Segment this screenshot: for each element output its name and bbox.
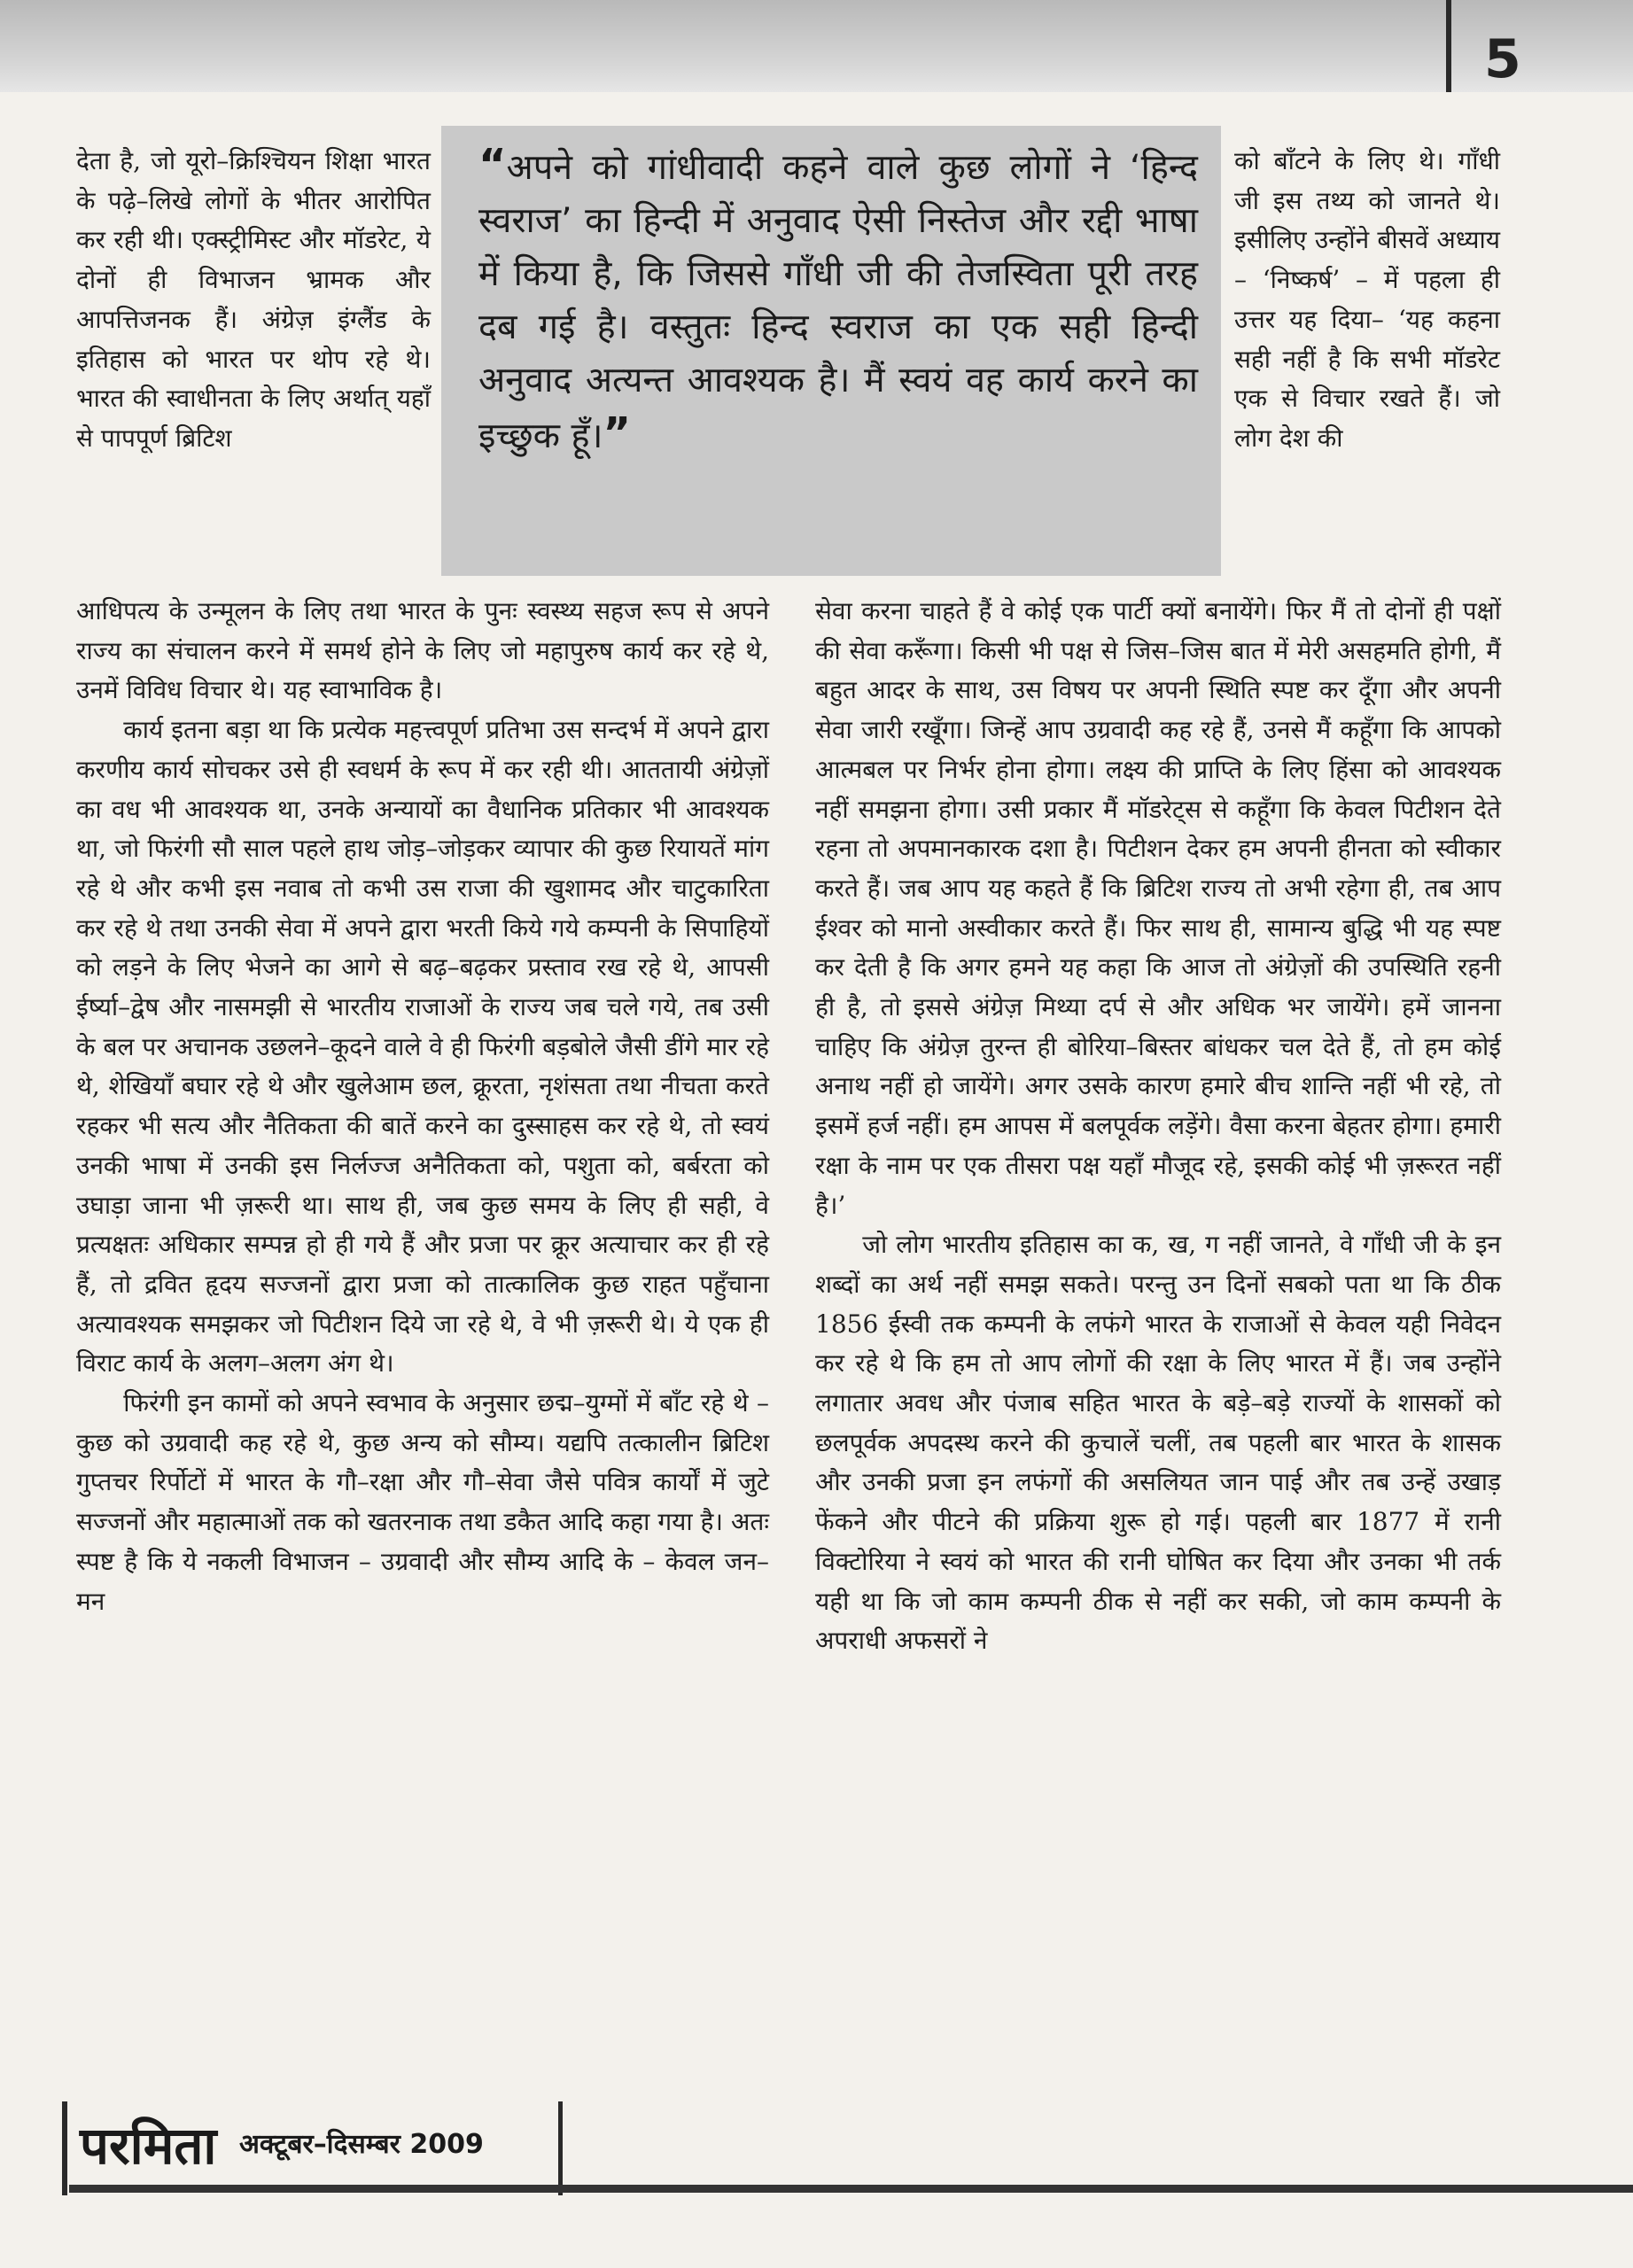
right-top-paragraph: को बाँटने के लिए थे। गाँधी जी इस तथ्य को जानते थे। इसीलिए उन्होंने बीसवें अध्याय – ‘निष्कर्ष’ – में पहला ही उत्तर यह दिया– ‘यह कहना सही नहीं है कि सभी मॉडरेट एक से विचार रखते हैं। जो लोग देश की	[1234, 146, 1500, 453]
pull-quote-text: अपने को गांधीवादी कहने वाले कुछ लोगों ने ‘हिन्द स्वराज’ का हिन्दी में अनुवाद ऐसी निस्तेज और रद्दी भाषा में किया है, कि जिससे गाँधी जी की तेजस्विता पूरी तरह दब गई है। वस्तुतः हिन्द स्वराज का एक सही हिन्दी अनुवाद अत्यन्त आवश्यक है। मैं स्वयं वह कार्य करने का इच्छुक हूँ।	[478, 147, 1198, 456]
left-top-paragraph: देता है, जो यूरो–क्रिश्चियन शिक्षा भारत के पढ़े–लिखे लोगों के भीतर आरोपित कर रही थी। एक्स्ट्रीमिस्ट और मॉडरेट, ये दोनों ही विभाजन भ्रामक और आपत्तिजनक हैं। अंग्रेज़ इंग्लैंड के इतिहास को भारत पर थोप रहे थे। भारत की स्वाधीनता के लिए अर्थात् यहाँ से पापपूर्ण ब्रिटिश	[76, 146, 431, 453]
right-paragraph-2: जो लोग भारतीय इतिहास का क, ख, ग नहीं जानते, वे गाँधी जी के इन शब्दों का अर्थ नहीं समझ सकते। परन्तु उन दिनों सबको पता था कि ठीक 1856 ईस्वी तक कम्पनी के लफंगे भारत के राजाओं से केवल यही निवेदन कर रहे थे कि हम तो आप लोगों की रक्षा के लिए भारत में हैं। जब उन्होंने लगातार अवध और पंजाब सहित भारत के बड़े–बड़े राज्यों के शासकों को छलपूर्वक अपदस्थ करने की कुचालें चलीं, तब पहली बार भारत के शासक और उनकी प्रजा इन लफंगों की असलियत जान पाई और तब उन्हें उखाड़ फेंकने और पीटने की प्रक्रिया शुरू हो गई। पहली बार 1877 में रानी विक्टोरिया ने स्वयं को भारत की रानी घोषित कर दिया और उनका भी तर्क यही था कि जो काम कम्पनी ठीक से नहीं कर सकी, जो काम कम्पनी के अपराधी अफसरों ने	[815, 1230, 1501, 1656]
issue-date: अक्टूबर–दिसम्बर 2009	[239, 2129, 484, 2160]
right-paragraph-1: सेवा करना चाहते हैं वे कोई एक पार्टी क्यों बनायेंगे। फिर मैं तो दोनों ही पक्षों की सेवा करूँगा। किसी भी पक्ष से जिस–जिस बात में मेरी असहमति होगी, मैं बहुत आदर के साथ, उस विषय पर अपनी स्थिति स्पष्ट कर दूँगा और अपनी सेवा जारी रखूँगा। जिन्हें आप उग्रवादी कह रहे हैं, उनसे मैं कहूँगा कि आपको आत्मबल पर निर्भर होना होगा। लक्ष्य की प्राप्ति के लिए हिंसा को आवश्यक नहीं समझना होगा। उसी प्रकार मैं मॉडरेट्स से कहूँगा कि केवल पिटीशन देते रहना तो अपमानकारक दशा है। पिटीशन देकर हम अपनी हीनता को स्वीकार करते हैं। जब आप यह कहते हैं कि ब्रिटिश राज्य तो अभी रहेगा ही, तब आप ईश्वर को मानो अस्वीकार करते हैं। फिर साथ ही, सामान्य बुद्धि भी यह स्पष्ट कर देती है कि अगर हमने यह कहा कि आज तो अंग्रेज़ों की उपस्थिति रहनी ही है, तो इससे अंग्रेज़ मिथ्या दर्प से और अधिक भर जायेंगे। हमें जानना चाहिए कि अंग्रेज़ तुरन्त ही बोरिया–बिस्तर बांधकर चल देते हैं, तो हम कोई अनाथ नहीं हो जायेंगे। अगर उसके कारण हमारे बीच शान्ति नहीं भी रहे, तो इसमें हर्ज नहीं। हम आपस में बलपूर्वक लड़ेंगे। वैसा करना बेहतर होगा। हमारी रक्षा के नाम पर एक तीसरा पक्ष यहाँ मौजूद रहे, इसकी कोई भी ज़रूरत नहीं है।’	[815, 596, 1501, 1220]
left-column-top	[76, 142, 431, 459]
page-number: 5	[1484, 28, 1521, 90]
pull-quote	[441, 126, 1221, 576]
quote-close-mark: ”	[603, 408, 632, 458]
left-column-main	[76, 592, 769, 1621]
header-band	[0, 0, 1633, 92]
magazine-title: परमिता	[80, 2116, 217, 2176]
right-column-top	[1234, 142, 1500, 459]
right-column-main	[815, 592, 1501, 1661]
quote-open-mark: “	[478, 140, 507, 190]
header-divider	[1446, 0, 1451, 92]
left-paragraph-2: कार्य इतना बड़ा था कि प्रत्येक महत्त्वपूर्ण प्रतिभा उस सन्दर्भ में अपने द्वारा करणीय कार्य सोचकर उसे ही स्वधर्म के रूप में कर रही थी। आततायी अंग्रेज़ों का वध भी आवश्यक था, उनके अन्यायों का वैधानिक प्रतिकार भी आवश्यक था, जो फिरंगी सौ साल पहले हाथ जोड़–जोड़कर व्यापार की कुछ रियायतें मांग रहे थे और कभी इस नवाब तो कभी उस राजा की खुशामद और चाटुकारिता कर रहे थे तथा उनकी सेवा में अपने द्वारा भरती किये गये कम्पनी के सिपाहियों को लड़ने के लिए भेजने का आगे से बढ़–बढ़कर प्रस्ताव रख रहे थे, आपसी ईर्ष्या–द्वेष और नासमझी से भारतीय राजाओं के राज्य जब चले गये, तब उसी के बल पर अचानक उछलने–कूदने वाले वे ही फिरंगी बड़बोले जैसी डींगे मार रहे थे, शेखियाँ बघार रहे थे और खुलेआम छल, क्रूरता, नृशंसता तथा नीचता करते रहकर भी सत्य और नैतिकता की बातें करने का दुस्साहस कर रहे थे, तो स्वयं उनकी भाषा में उनकी इस निर्लज्ज अनैतिकता को, पशुता को, बर्बरता को उघाड़ा जाना भी ज़रूरी था। साथ ही, जब कुछ समय के लिए ही सही, वे प्रत्यक्षतः अधिकार सम्पन्न हो ही गये हैं और प्रजा पर क्रूर अत्याचार कर ही रहे हैं, तो द्रवित हृदय सज्जनों द्वारा प्रजा को तात्कालिक कुछ राहत पहुँचाना अत्यावश्यक समझकर जो पिटीशन दिये जा रहे थे, वे भी ज़रूरी थे। ये एक ही विराट कार्य के अलग–अलग अंग थे।	[76, 715, 769, 1379]
footer-divider	[558, 2101, 563, 2195]
footer-rule	[69, 2185, 1633, 2193]
left-paragraph-3: फिरंगी इन कामों को अपने स्वभाव के अनुसार छद्म–युग्मों में बाँट रहे थे – कुछ को उग्रवादी कह रहे थे, कुछ अन्य को सौम्य। यद्यपि तत्कालीन ब्रिटिश गुप्तचर रिर्पोटों में भारत के गौ–रक्षा और गौ–सेवा जैसे पवित्र कार्यों में जुटे सज्जनों और महात्माओं तक को खतरनाक तथा डकैत आदि कहा गया है। अतः स्पष्ट है कि ये नकली विभाजन – उग्रवादी और सौम्य आदि के – केवल जन–मन	[76, 1388, 769, 1616]
left-paragraph-1: आधिपत्य के उन्मूलन के लिए तथा भारत के पुनः स्वस्थ्य सहज रूप से अपने राज्य का संचालन करने में समर्थ होने के लिए जो महापुरुष कार्य कर रहे थे, उनमें विविध विचार थे। यह स्वाभाविक है।	[76, 596, 769, 705]
footer-left-rule	[62, 2101, 67, 2195]
